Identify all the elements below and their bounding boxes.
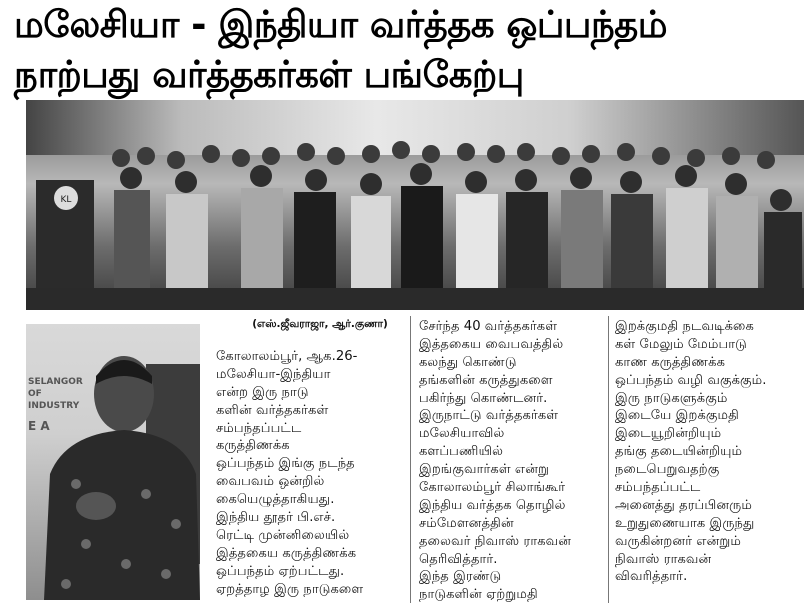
article-line: சம்பந்தப்பட்ட bbox=[216, 420, 302, 436]
article-line: அனைத்து தரப்பினரும் bbox=[615, 497, 753, 513]
headline-line-1: மலேசியா - இந்தியா வர்த்தக ஒப்பந்தம் bbox=[14, 3, 668, 46]
article-line: உறுதுணையாக இருந்து bbox=[615, 515, 755, 531]
article-column-1 bbox=[216, 348, 410, 598]
article-line: வைபவம் ஒன்றில் bbox=[216, 474, 325, 490]
article-line: கலந்து கொண்டு bbox=[419, 354, 517, 370]
backdrop-sign-line: INDUSTRY bbox=[28, 401, 80, 411]
headline bbox=[14, 0, 804, 100]
article-line: கோலாலம்பூர் சிலாங்கூர் bbox=[419, 480, 566, 496]
article-line: இருநாட்டு வர்த்தகர்கள் bbox=[419, 408, 559, 424]
article-line: ஒப்பந்தம் ஏற்பட்டது. bbox=[216, 563, 345, 579]
article-line: ஏறத்தாழ இரு நாடுகளை bbox=[216, 581, 364, 597]
portrait-photo bbox=[26, 324, 200, 600]
article-line: இத்தகைய கருத்திணக்க bbox=[216, 545, 357, 561]
article-line: நிவாஸ் ராகவன் bbox=[615, 551, 712, 567]
stage-logo: KL bbox=[60, 195, 72, 205]
article-line: தங்களின் கருத்துகளை bbox=[419, 372, 553, 388]
article-line: பகிர்ந்து கொண்டனர். bbox=[419, 390, 548, 406]
article-line: கருத்திணக்க bbox=[216, 438, 290, 454]
article-line: வருகின்றனர் என்றும் bbox=[615, 533, 741, 549]
article-line: என்ற இரு நாடு bbox=[216, 384, 309, 400]
article-line: தலைவர் நிவாஸ் ராகவன் bbox=[419, 533, 572, 549]
article-line: இறக்குமதி நடவடிக்கை bbox=[615, 319, 754, 334]
photo-credit-caption: (எஸ்.ஜீவராஜா, ஆர்.குணா) bbox=[252, 318, 388, 330]
article-line: இறங்குவார்கள் என்று bbox=[419, 462, 550, 478]
article-line: இந்திய வர்த்தக தொழில் bbox=[419, 497, 566, 513]
article-line: களப்பணியில் bbox=[419, 444, 504, 460]
article-line: சம்மேளனத்தின் bbox=[419, 515, 514, 531]
article-line: கையெழுத்தாகியது. bbox=[216, 492, 335, 508]
article-line: கள் மேலும் மேம்பாடு bbox=[615, 336, 747, 352]
speaker-figure bbox=[26, 324, 200, 600]
article-column-2 bbox=[419, 318, 609, 603]
group-photo bbox=[26, 100, 804, 310]
article-line: காண கருத்திணக்க bbox=[615, 354, 726, 370]
article-line: சம்பந்தப்பட்ட bbox=[615, 480, 701, 496]
article-line: ஒப்பந்தம் இங்கு நடந்த bbox=[216, 456, 355, 472]
article-column-3 bbox=[615, 318, 807, 586]
backdrop-sign-line: OF bbox=[28, 389, 42, 399]
article-line: இந்த இரண்டு bbox=[419, 569, 502, 585]
article-line: களின் வர்த்தகர்கள் bbox=[216, 402, 329, 418]
article-line: நடைபெறுவதற்கு bbox=[615, 462, 720, 478]
article-line: கோலாலம்பூர், ஆக.26- bbox=[216, 349, 358, 364]
article-line: தெரிவித்தார். bbox=[419, 551, 498, 567]
article-line: சேர்ந்த 40 வர்த்தகர்கள் bbox=[419, 319, 558, 334]
backdrop-sign-line: E A bbox=[28, 419, 50, 433]
crowd-figures bbox=[26, 140, 804, 310]
article-line: இடையூறின்றியும் bbox=[615, 426, 722, 442]
headline-line-2: நாற்பது வர்த்தகர்கள் பங்கேற்பு bbox=[14, 53, 524, 96]
article-line: தங்கு தடையின்றியும் bbox=[615, 444, 743, 460]
article-line: இந்திய தூதர் பி.எச். bbox=[216, 510, 336, 526]
article-line: இத்தகைய வைபவத்தில் bbox=[419, 336, 564, 352]
article-line: ரெட்டி முன்னிலையில் bbox=[216, 527, 350, 543]
article-line: விவரித்தார். bbox=[615, 569, 688, 585]
photo-floor-plants bbox=[26, 288, 804, 310]
article-line: நாடுகளின் ஏற்றுமதி bbox=[419, 587, 538, 603]
backdrop-sign-line: SELANGOR bbox=[28, 377, 83, 387]
article-line: ஒப்பந்தம் வழி வகுக்கும். bbox=[615, 372, 767, 388]
column-divider bbox=[410, 316, 411, 603]
article-line: மலேசியா-இந்தியா bbox=[216, 366, 331, 382]
article-line: இரு நாடுகளுக்கும் bbox=[615, 390, 728, 406]
article-line: இடையே இறக்குமதி bbox=[615, 408, 739, 424]
article-line: மலேசியாவில் bbox=[419, 426, 505, 442]
